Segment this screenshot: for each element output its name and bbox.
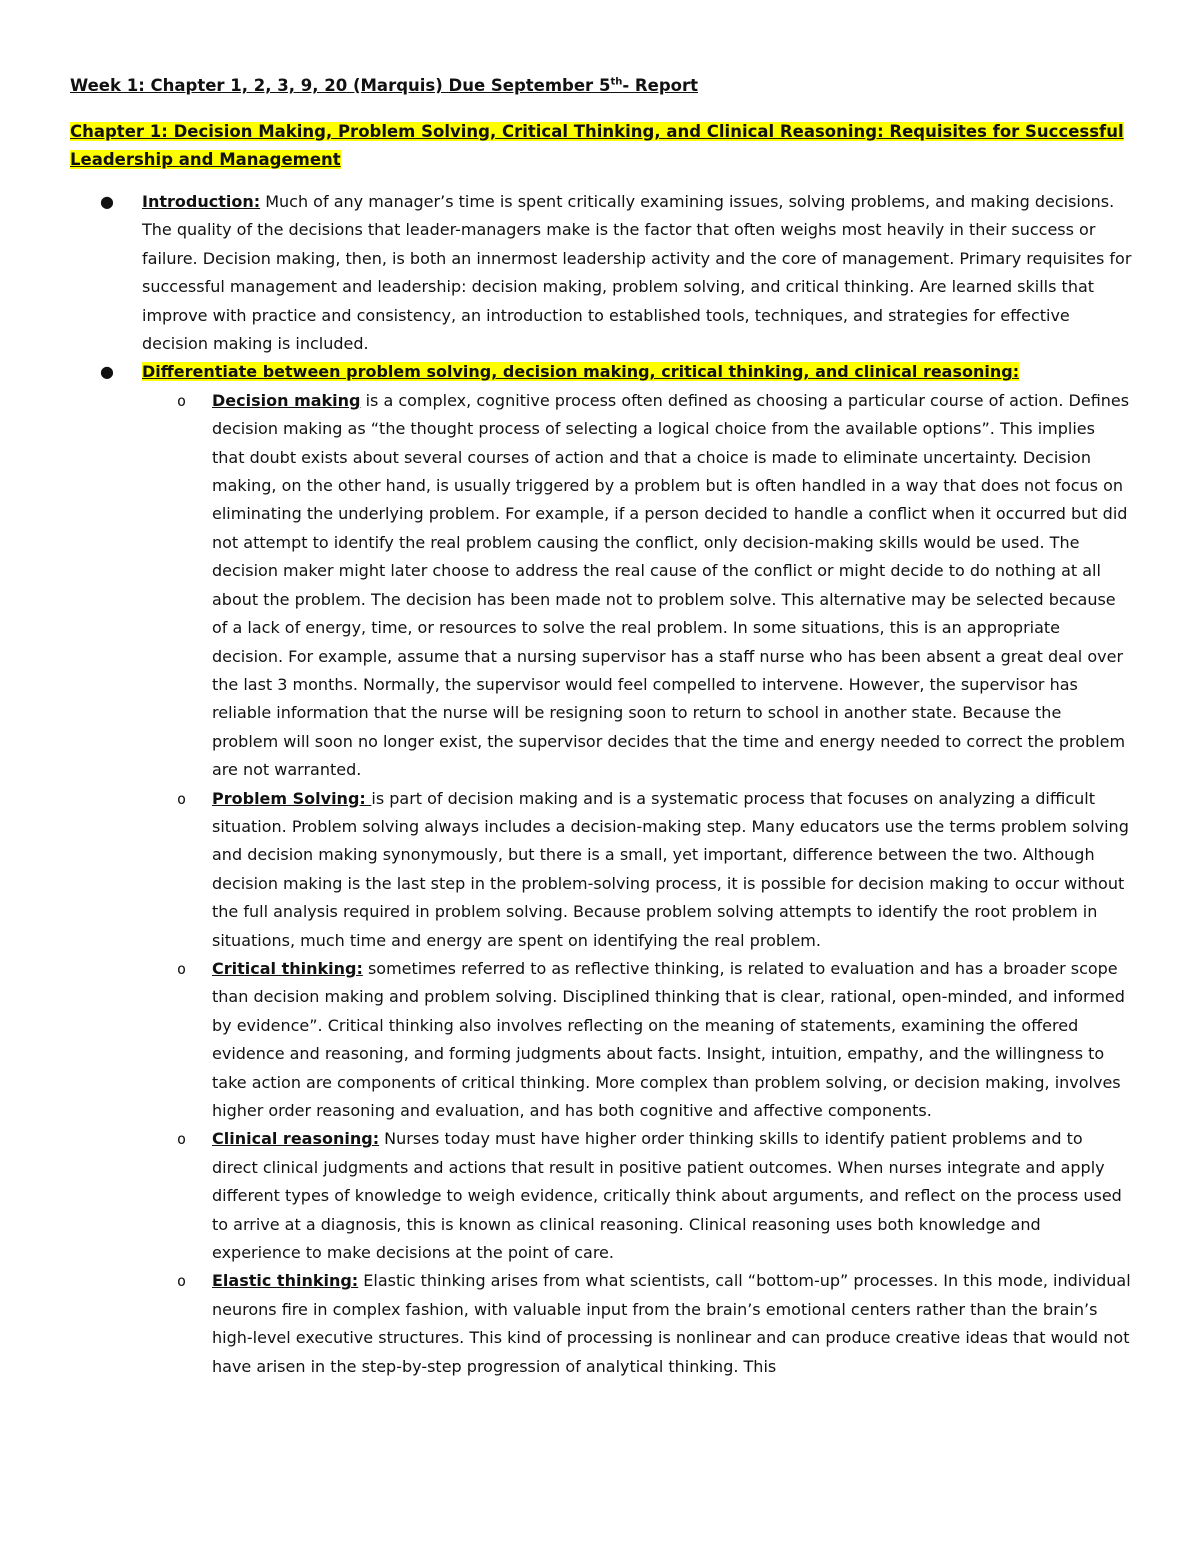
sub-item-term: Critical thinking: bbox=[212, 958, 363, 978]
sub-item-clinical-reasoning bbox=[0, 1125, 1200, 1267]
differentiate-label: Differentiate between problem solving, decision making, critical thinking, and clinical reasoning: bbox=[142, 362, 1020, 382]
intro-bullet bbox=[0, 188, 1200, 358]
hollow-bullet-icon: o bbox=[177, 959, 187, 978]
sub-item-text: sometimes referred to as reflective thinking, is related to evaluation and has a broader scope than decision making and problem solving. Disciplined thinking that is clear, rational, open-minded, and informed by evidence”. Critical thinking also involves reflecting on the meaning of statements, examining the offered evidence and reasoning, and forming judgments about facts. Insight, intuition, empathy, and the willingness to take action are components of critical thinking. More complex than problem solving, or decision making, involves higher order reasoning and evaluation, and has both cognitive and affective components. bbox=[212, 958, 1125, 1120]
document-title-main: Week 1: Chapter 1, 2, 3, 9, 20 (Marquis) Due September 5 bbox=[70, 76, 611, 95]
sub-item-term: Clinical reasoning: bbox=[212, 1129, 380, 1149]
chapter-1-content bbox=[0, 188, 1200, 1381]
sub-item-term: Decision making bbox=[212, 390, 361, 410]
sub-item-text: is a complex, cognitive process often defined as choosing a particular course of action. Defines decision making as “the thought process of selecting a logical choice from the available options”. This implies that doubt exists about several courses of action and that a choice is made to eliminate uncertainty. Decision making, on the other hand, is usually triggered by a problem but is often handled in a way that does not focus on eliminating the underlying problem. For example, if a person decided to handle a conflict when it occurred but did not attempt to identify the real problem causing the conflict, only decision-making skills would be used. The decision maker might later choose to address the real cause of the conflict or might decide to do nothing at all about the problem. The decision has been made not to problem solve. This alternative may be selected because of a lack of energy, time, or resources to solve the real problem. In some situations, this is an appropriate decision. For example, assume that a nursing supervisor has a staff nurse who has been absent a great deal over the last 3 months. Normally, the supervisor would feel compelled to intervene. However, the supervisor has reliable information that the nurse will be resigning soon to return to school in another state. Because the problem will soon no longer exist, the supervisor decides that the time and energy needed to correct the problem are not warranted. bbox=[212, 390, 1130, 780]
hollow-bullet-icon: o bbox=[177, 391, 187, 410]
sub-item-text: Nurses today must have higher order thinking skills to identify patient problems and to direct clinical judgments and actions that result in positive patient outcomes. When nurses integrate and apply different types of knowledge to weigh evidence, critically think about arguments, and reflect on the process used to arrive at a diagnosis, this is known as clinical reasoning. Clinical reasoning uses both knowledge and experience to make decisions at the point of care. bbox=[212, 1129, 1122, 1263]
sub-item-critical-thinking bbox=[0, 955, 1200, 1125]
document-title bbox=[70, 74, 698, 98]
document-title-superscript: th bbox=[610, 76, 623, 88]
sub-item-elastic-thinking bbox=[0, 1267, 1200, 1381]
intro-text: Much of any manager’s time is spent critically examining issues, solving problems, and making decisions. The quality of the decisions that leader-managers make is the factor that often weighs most heavily in their success or failure. Decision making, then, is both an innermost leadership activity and the core of management. Primary requisites for successful management and leadership: decision making, problem solving, and critical thinking. Are learned skills that improve with practice and consistency, an introduction to established tools, techniques, and strategies for effective decision making is included. bbox=[142, 192, 1132, 354]
bullet-dot-icon: ● bbox=[100, 362, 114, 382]
chapter-1-heading-text: Chapter 1: Decision Making, Problem Solving, Critical Thinking, and Clinical Reasoning: Requisites for Successful Leadership and Management bbox=[70, 122, 1124, 169]
sub-item-term: Problem Solving: bbox=[212, 788, 372, 808]
intro-label: Introduction: bbox=[142, 192, 261, 211]
sub-item-problem-solving bbox=[0, 785, 1200, 955]
chapter-1-heading bbox=[70, 118, 1140, 174]
bullet-dot-icon: ● bbox=[100, 192, 114, 211]
differentiate-bullet bbox=[0, 358, 1200, 386]
sub-item-term: Elastic thinking: bbox=[212, 1271, 359, 1291]
sub-item-text: is part of decision making and is a systematic process that focuses on analyzing a difficult situation. Problem solving always includes a decision-making step. Many educators use the terms problem solving and decision making synonymously, but there is a small, yet important, difference between the two. Although decision making is the last step in the problem-solving process, it is possible for decision making to occur without the full analysis required in problem solving. Because problem solving attempts to identify the root problem in situations, much time and energy are spent on identifying the real problem. bbox=[212, 788, 1129, 950]
sub-item-decision-making bbox=[0, 387, 1200, 785]
document-title-tail: - Report bbox=[622, 76, 699, 95]
hollow-bullet-icon: o bbox=[177, 1130, 187, 1149]
sub-item-text: Elastic thinking arises from what scientists, call “bottom-up” processes. In this mode, individual neurons fire in complex fashion, with valuable input from the brain’s emotional centers rather than the brain’s high-level executive structures. This kind of processing is nonlinear and can produce creative ideas that would not have arisen in the step-by-step progression of analytical thinking. This bbox=[212, 1271, 1131, 1376]
hollow-bullet-icon: o bbox=[177, 789, 187, 808]
hollow-bullet-icon: o bbox=[177, 1272, 187, 1291]
